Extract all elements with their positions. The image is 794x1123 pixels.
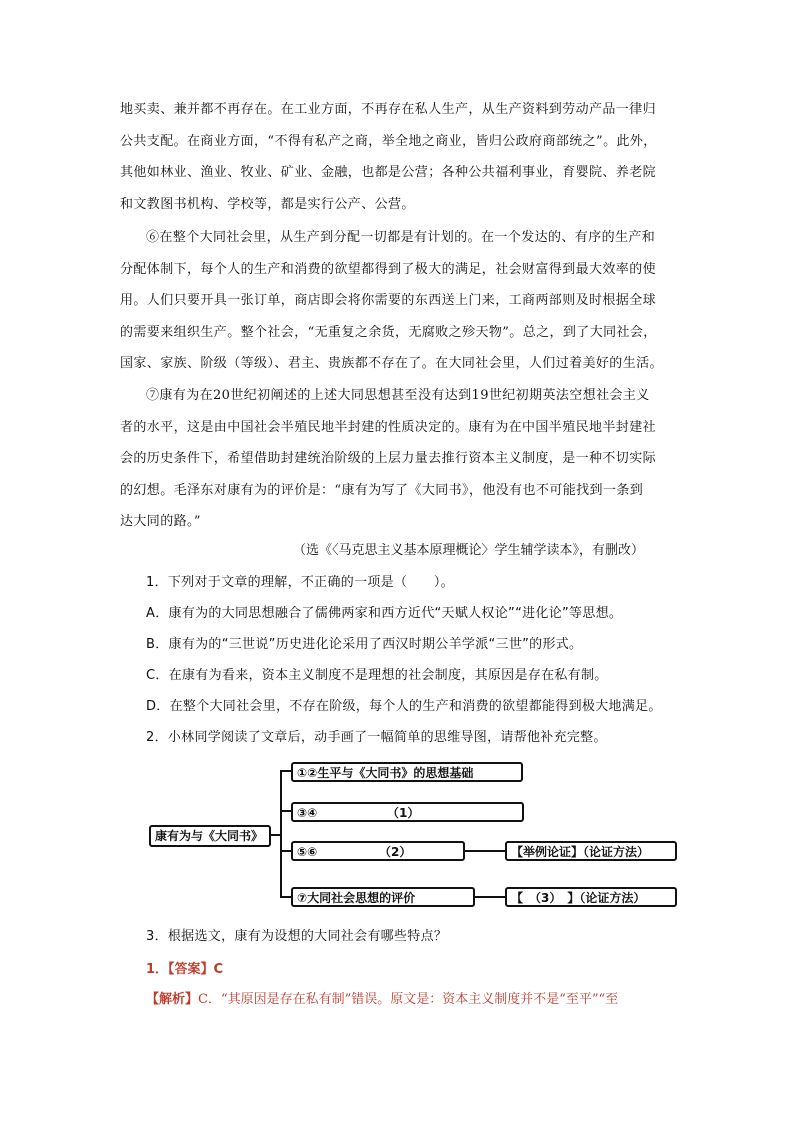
analysis-text: C．“其原因是存在私有制”错误。原文是：资本主义制度并不是“至平”“至	[198, 992, 619, 1007]
option-c: C．在康有为看来，资本主义制度不是理想的社会制度，其原因是存在私有制。	[146, 668, 608, 683]
option-b: B．康有为的“三世说”历史进化论采用了西汉时期公羊学派“三世”的形式。	[146, 637, 583, 652]
mindmap-method-connector	[465, 850, 505, 852]
text-line: 其他如林业、渔业、牧业、矿业、金融，也都是公营；各种公共福利事业，育婴院、养老院	[120, 165, 657, 180]
mindmap-node-2	[291, 802, 524, 822]
mindmap-method-connector	[475, 896, 505, 898]
text-line: 国家、家族、阶级（等级）、君主、贵族都不存在了。在大同社会里，人们过着美好的生活。	[120, 356, 663, 371]
text-line: 分配体制下，每个人的生产和消费的欲望都得到了极大的满足，社会财富得到最大效率的使	[120, 261, 657, 277]
mindmap-node-1: ①②生平与《大同书》的思想基础	[291, 762, 523, 782]
mindmap-method-node-2: 【 （3） 】（论证方法）	[505, 887, 677, 907]
node-number: ⑤⑥	[297, 845, 318, 859]
mindmap-node-3	[291, 841, 465, 861]
text-line: ⑥在整个大同社会里，从生产到分配一切都是有计划的。在一个发达的、有序的生产和	[146, 230, 656, 245]
text-line: 用。人们只要开具一张订单，商店即会将你需要的东西送上门来，工商两部则及时根据全球	[120, 293, 657, 308]
mindmap-node-4: ⑦大同社会思想的评价	[291, 887, 475, 907]
answer-line: 1．【答案】C	[146, 962, 224, 977]
mindmap-method-node-1: 【举例论证】（论证方法）	[505, 841, 677, 861]
analysis-line	[146, 988, 686, 1007]
blank-2: （2）	[379, 845, 412, 859]
text-line: 地买卖、兼并都不再存在。在工业方面，不再存在私人生产，从生产资料到劳动产品一律归	[120, 102, 657, 117]
question-3: 3．根据选文，康有为设想的大同社会有哪些特点？	[146, 929, 448, 944]
blank-1: （1）	[387, 806, 420, 820]
text-line: 达大同的路。”	[120, 514, 201, 529]
text-line: 会的历史条件下，希望借助封建统治阶级的上层力量去推行资本主义制度，是一种不切实际	[120, 451, 657, 466]
analysis-tag: 【解析】	[146, 992, 199, 1007]
option-a: A．康有为的大同思想融合了儒佛两家和西方近代“天赋人权论”“进化论”等思想。	[146, 606, 623, 621]
text-line: 者的水平，这是由中国社会半殖民地半封建的性质决定的。康有为在中国半殖民地半封建社	[120, 419, 657, 435]
text-line: ⑦康有为在20世纪初阐述的上述大同思想甚至没有达到19世纪初期英法空想社会主义	[146, 388, 650, 403]
question-2: 2．小林同学阅读了文章后，动手画了一幅简单的思维导图，请帮他补充完整。	[146, 730, 607, 745]
option-d: D．在整个大同社会里，不存在阶级，每个人的生产和消费的欲望都能得到极大地满足。	[146, 699, 662, 714]
text-line: 的幻想。毛泽东对康有为的评价是：“康有为写了《大同书》，他没有也不可能找到一条到	[120, 482, 644, 498]
passage-paragraph-6	[120, 222, 676, 380]
text-line: 和文教图书机构、学校等，都是实行公产、公营。	[120, 196, 415, 212]
text-line: 公共支配。在商业方面，“不得有私产之商，举全地之商业，皆归公政府商部统之”。此外，	[120, 133, 657, 149]
mindmap-root-connector	[270, 834, 282, 836]
passage-paragraph-5	[120, 94, 676, 220]
text-line: 的需要来组织生产。整个社会，“无重复之余货，无腐败之殄天物”。总之，到了大同社会，	[120, 324, 657, 340]
question-1: 1．下列对于文章的理解，不正确的一项是（ ）。	[146, 575, 454, 590]
mindmap-root-node: 康有为与《大同书》	[149, 825, 271, 847]
source-citation: （选《〈马克思主义基本原理概论〉学生辅学读本》，有删改）	[293, 543, 645, 558]
passage-paragraph-7	[120, 380, 676, 538]
node-number: ③④	[297, 806, 318, 820]
